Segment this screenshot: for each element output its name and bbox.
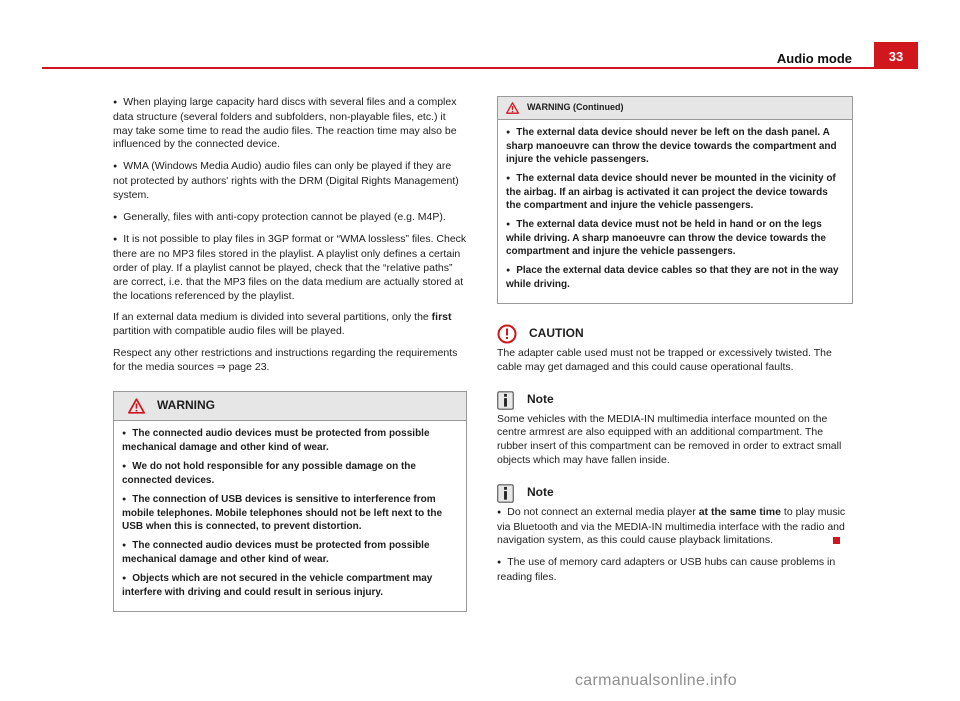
note-title: Note <box>527 392 554 407</box>
note-title: Note <box>527 485 554 500</box>
note-bullet: ● The use of memory card adapters or USB hubs can cause problems in reading files. <box>497 556 853 585</box>
warning-item: ● The connection of USB devices is sensitive to interference from mobile telephones. Mobile telephones should not be left next to the USB when this is connected, to prevent distortion. <box>122 493 458 533</box>
caution-text: The adapter cable used must not be trapped or excessively twisted. The cable may get damaged and this could cause operational faults. <box>497 347 832 373</box>
bullet-anti-copy: ● Generally, files with anti-copy protection cannot be played (e.g. M4P). <box>113 211 467 226</box>
left-column <box>113 96 467 612</box>
partition-text-post: partition with compatible audio files will be played. <box>113 325 345 338</box>
warning-item: ● The external data device must not be held in hand or on the legs while driving. A sharp manoeuvre can throw the device towards the compartment and injure the vehicle passengers. <box>506 218 844 258</box>
partition-text-bold: first <box>431 311 452 324</box>
note-heading <box>497 484 853 503</box>
partition-paragraph <box>113 311 467 339</box>
warning-continued-body <box>498 120 852 303</box>
warning-continued-title: WARNING (Continued) <box>527 102 624 113</box>
caution-circle-icon <box>497 324 517 344</box>
note-bullet-pre: Do not connect an external media player <box>507 505 699 518</box>
note-bullet <box>497 506 853 548</box>
warning-triangle-icon <box>506 102 519 114</box>
header-rule <box>42 67 918 69</box>
warning-item: ● We do not hold responsible for any possible damage on the connected devices. <box>122 460 458 487</box>
warning-item: ● The connected audio devices must be protected from possible mechanical damage and other kind of wear. <box>122 539 458 566</box>
warning-item: ● The external data device should never be left on the dash panel. A sharp manoeuvre can throw the device towards the compartment and injure the vehicle passengers. <box>506 126 844 166</box>
warning-header <box>114 392 466 421</box>
info-note-icon <box>497 391 514 410</box>
right-column <box>497 96 853 593</box>
warning-body <box>114 421 466 611</box>
section-end-marker <box>833 537 840 544</box>
warning-item: ● Objects which are not secured in the vehicle compartment may interfere with driving and could result in serious injury. <box>122 572 458 599</box>
bullet-3gp: ● It is not possible to play files in 3GP format or “WMA lossless” files. Check there are no MP3 files stored in the playlist. A playlist only defines a certain order of play. If a playlist cannot be played, check that the “relative paths” are correct, i.e. that the MP3 files on the data medium are actually stored at the locations referenced by the playlist. <box>113 233 467 303</box>
warning-continued-box <box>497 96 853 304</box>
warning-continued-header <box>498 97 852 120</box>
note-text: Some vehicles with the MEDIA-IN multimedia interface mounted on the centre armrest are also equipped with an additional compartment. The rubber insert of this compartment can be removed in order to extract small objects which may have fallen inside. <box>497 412 842 466</box>
page-number: 33 <box>874 42 918 68</box>
warning-triangle-icon <box>128 398 145 414</box>
info-note-icon <box>497 484 514 503</box>
warning-box <box>113 391 467 612</box>
caution-heading <box>497 324 853 344</box>
note-bullet-bold: at the same time <box>698 505 781 518</box>
caution-title: CAUTION <box>529 326 584 341</box>
section-title: Audio mode <box>776 51 852 66</box>
bullet-wma: ● WMA (Windows Media Audio) audio files can only be played if they are not protected by authors' rights with the DRM (Digital Rights Management) system. <box>113 160 467 202</box>
respect-paragraph: Respect any other restrictions and instructions regarding the requirements for the media sources ⇒ page 23. <box>113 346 458 373</box>
partition-text-pre: If an external data medium is divided into several partitions, only the <box>113 311 432 324</box>
warning-title: WARNING <box>157 397 215 412</box>
note-bullet-post: to play music via Bluetooth and via the MEDIA-IN multimedia interface with the radio and navigation system, as this could cause playback limitations. <box>497 505 846 547</box>
warning-item: ● The connected audio devices must be protected from possible mechanical damage and other kind of wear. <box>122 427 458 454</box>
note-heading <box>497 391 853 410</box>
warning-item: ● Place the external data device cables so that they are not in the way while driving. <box>506 264 844 291</box>
warning-item: ● The external data device should never be mounted in the vicinity of the airbag. If an airbag is activated it can project the device towards the compartment and injure the vehicle passengers. <box>506 172 844 212</box>
bullet-large-discs: ● When playing large capacity hard discs with several files and a complex data structure (several folders and subfolders, non-playable files, etc.) it may take some time to read the audio files. The reaction time may also be influenced by the connected device. <box>113 96 467 152</box>
watermark: carmanualsonline.info <box>575 672 737 689</box>
